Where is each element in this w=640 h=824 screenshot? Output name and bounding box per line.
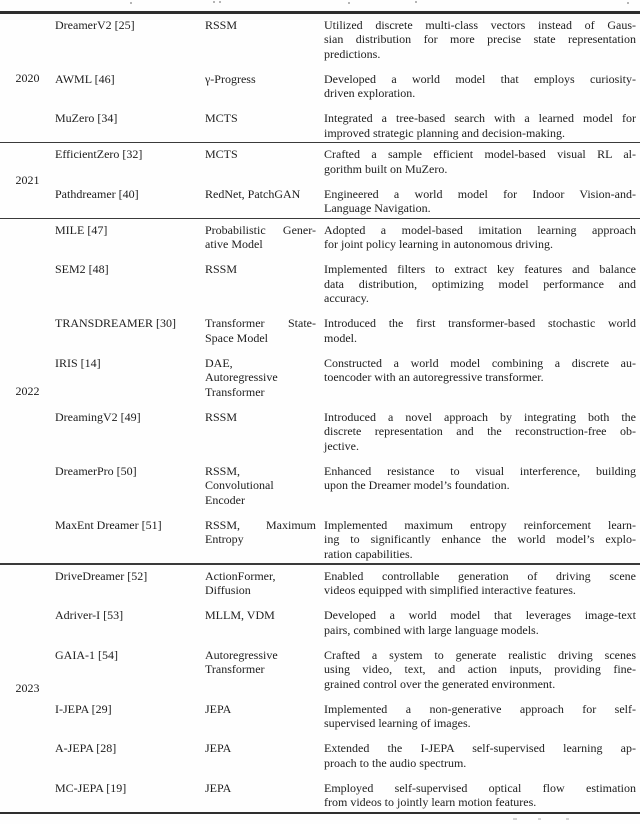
table-row [55,464,636,508]
method-line: DAE, [205,355,233,370]
table-row [55,648,636,692]
description-line: from videos to jointly learn motion features. [324,795,537,810]
description-line: Crafted a sample efficient model-based visual RL al- [324,147,636,162]
description-line: Developed a world model that leverages image-text [324,608,636,623]
method-line: Space Model [205,330,268,345]
year-label: 2022 [15,383,40,398]
year-group-rows [55,569,636,810]
description-line: Utilized discrete multi-class vectors instead of Gaus- [324,17,636,32]
method-line: ActionFormer, [205,568,276,583]
model-name-cell: MaxEnt Dreamer [51] [55,517,162,532]
table-row [55,608,636,637]
description-line: Integrated a tree-based search with a learned model for [324,111,636,125]
description-line: Engineered a world model for Indoor Vision-and- [324,186,636,201]
description-cell [324,223,636,252]
description-cell [324,781,636,810]
description-line: pairs, combined with large language models. [324,622,539,637]
method-line: MLLM, VDM [205,608,275,623]
year-group-2020 [0,14,640,143]
method-line: RSSM [205,17,238,32]
table-row [55,262,636,306]
description-line: Crafted a system to generate realistic driving scenes [324,647,636,662]
description-line: Language Navigation. [324,201,431,216]
scan-artifact [415,1,417,3]
description-cell [324,316,636,345]
description-line: Adopted a model-based imitation learning approach [324,222,636,237]
method-cell [205,781,324,796]
model-name-cell: A-JEPA [28] [55,741,117,756]
year-group-rows [55,223,636,562]
description-cell [324,187,636,216]
table-row [55,781,636,810]
model-name-cell: SEM2 [48] [55,262,109,277]
year-group-2021 [0,143,640,218]
description-line: Employed self-supervised optical flow estimation [324,780,636,795]
method-line: RSSM [205,409,238,424]
model-name-cell: DriveDreamer [52] [55,568,148,583]
description-line: using video, text, and action inputs, providing fine- [324,662,636,677]
method-line: Probabilistic Gener- [205,222,316,237]
description-cell [324,608,636,637]
method-line: Autoregressive [205,370,278,385]
year-label: 2021 [15,173,40,188]
table-row [55,741,636,770]
model-name-cell: GAIA-1 [54] [55,647,118,662]
scan-artifact [538,818,541,820]
scan-artifact [627,2,629,4]
description-line: improved strategic planning and decision-making. [324,125,565,140]
method-line: JEPA [205,701,232,716]
scan-artifact [348,2,350,4]
table-row [55,18,636,62]
method-cell [205,187,324,202]
description-cell [324,262,636,306]
description-line: proach to the audio spectrum. [324,755,467,770]
description-line: for joint policy learning in autonomous driving. [324,237,553,252]
model-name-cell: DreamerV2 [25] [55,17,135,32]
year-label: 2023 [15,680,40,695]
description-line: sian distribution for more precise state representation [324,32,636,46]
method-line: Autoregressive [205,647,278,662]
description-line: Enabled controllable generation of driving scene [324,568,636,583]
table-row [55,72,636,101]
model-name-cell: MuZero [34] [55,111,118,125]
description-line: ration capabilities. [324,546,413,561]
method-cell [205,702,324,717]
description-line: upon the Dreamer model’s foundation. [324,478,510,493]
description-cell [324,464,636,493]
table-row [55,518,636,562]
model-name-cell: DreamerPro [50] [55,463,137,478]
table-bottom-rule [0,812,640,815]
description-line: Introduced the first transformer-based stochastic world [324,316,636,331]
method-line: Transformer [205,384,265,399]
method-line: ative Model [205,237,263,252]
year-group-rows [55,147,636,216]
method-cell [205,316,324,345]
description-line: Implemented filters to extract key features and balance [324,262,636,277]
table-row [55,223,636,252]
scan-artifact [513,818,517,820]
method-cell [205,262,324,277]
world-models-table [0,14,640,812]
method-line: RSSM, Maximum [205,517,316,532]
scan-artifact [219,1,221,3]
model-name-cell: EfficientZero [32] [55,147,143,162]
method-line: γ-Progress [205,71,256,86]
method-cell [205,608,324,623]
cropped-caption-remnant [0,0,640,11]
description-cell [324,648,636,692]
model-name-cell: Adriver-I [53] [55,608,124,623]
method-line: Transformer [205,662,265,677]
description-line: Developed a world model that employs curiosity- [324,71,636,86]
method-cell [205,569,324,598]
model-name-cell: IRIS [14] [55,355,101,370]
scan-artifact [130,2,132,4]
method-line: RSSM [205,262,238,277]
description-line: jective. [324,438,359,453]
description-cell [324,741,636,770]
year-label: 2020 [15,70,40,85]
description-line: discrete representation and the reconstruction-free ob- [324,424,636,439]
description-line: Constructed a world model combining a discrete au- [324,355,636,370]
description-line: Enhanced resistance to visual interference, building [324,463,636,478]
method-line: Diffusion [205,583,251,598]
description-line: toencoder with an autoregressive transformer. [324,370,544,385]
method-cell [205,111,324,126]
model-name-cell: DreamingV2 [49] [55,409,141,424]
description-line: grained control over the generated environment. [324,676,556,691]
year-group-2023 [0,565,640,812]
method-cell [205,410,324,425]
method-cell [205,223,324,252]
table-row [55,147,636,176]
table-row [55,702,636,731]
table-row [55,356,636,400]
description-cell [324,518,636,562]
description-line: Implemented a non-generative approach for self- [324,701,636,716]
scan-artifact [213,1,215,3]
model-name-cell: I-JEPA [29] [55,701,112,716]
description-line: model. [324,330,357,345]
description-line: driven exploration. [324,86,416,100]
method-line: Entropy [205,532,244,547]
table-row [55,410,636,454]
scan-artifact [566,818,569,820]
model-name-cell: AWML [46] [55,71,115,86]
method-cell [205,648,324,677]
description-cell [324,356,636,385]
description-line: gorithm built on MuZero. [324,161,448,176]
table-row [55,316,636,345]
description-cell [324,147,636,176]
description-cell [324,111,636,140]
table-row [55,187,636,216]
description-cell [324,18,636,62]
model-name-cell: Pathdreamer [40] [55,186,139,201]
method-cell [205,356,324,400]
description-line: videos equipped with simplified interactive features. [324,583,576,598]
method-line: Encoder [205,492,245,507]
description-line: Extended the I-JEPA self-supervised learning ap- [324,741,636,756]
method-line: MCTS [205,111,238,125]
method-cell [205,464,324,508]
method-line: Transformer State- [205,316,316,331]
description-cell [324,702,636,731]
table-row [55,569,636,598]
method-line: Convolutional [205,478,274,493]
method-line: JEPA [205,780,232,795]
model-name-cell: MC-JEPA [19] [55,780,127,795]
method-line: JEPA [205,741,232,756]
year-group-rows [55,18,636,141]
method-line: MCTS [205,147,238,162]
method-cell [205,741,324,756]
description-line: ing to significantly enhance the world model’s explo- [324,532,636,547]
description-cell [324,410,636,454]
method-cell [205,147,324,162]
method-cell [205,18,324,33]
description-line: predictions. [324,46,381,61]
method-cell [205,518,324,547]
method-cell [205,72,324,87]
description-line: supervised learning of images. [324,716,471,731]
table-row [55,111,636,140]
description-line: Implemented maximum entropy reinforcement learn- [324,517,636,532]
model-name-cell: TRANSDREAMER [30] [55,316,177,331]
method-line: RSSM, [205,463,241,478]
description-line: Introduced a novel approach by integrating both the [324,409,636,424]
description-cell [324,569,636,598]
model-name-cell: MILE [47] [55,222,108,237]
description-cell [324,72,636,101]
year-group-2022 [0,219,640,564]
description-line: data distribution, optimizing model performance and [324,276,636,291]
description-line: accuracy. [324,291,369,306]
method-line: RedNet, PatchGAN [205,186,301,201]
